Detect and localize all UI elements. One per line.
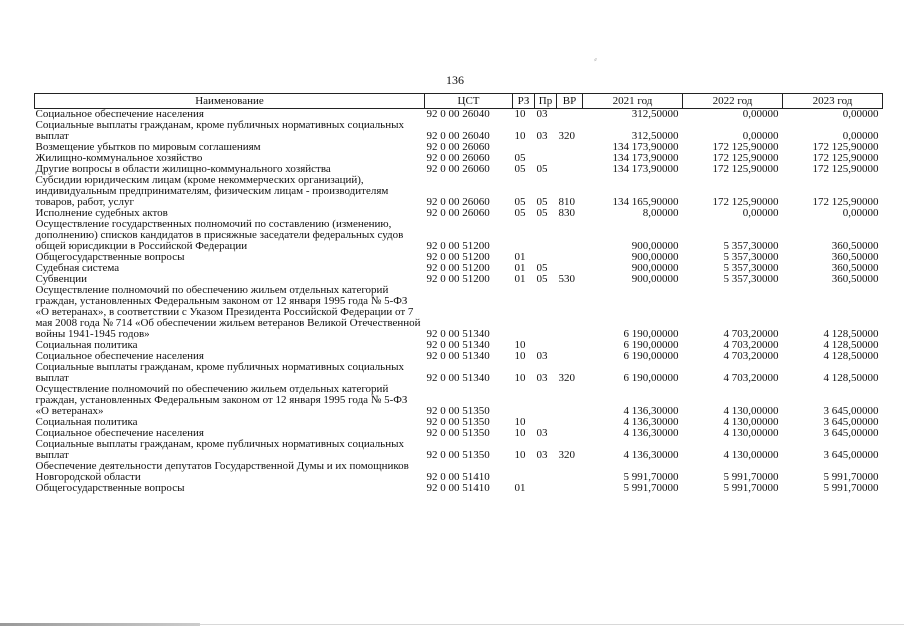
cell-name: Осуществление полномочий по обеспечению жильем отдельных категорий граждан, установленных Федеральным законом от 12 января 1995 года № 5-ФЗ «О ветеранах», в соответствии с Указом Президента Российской Федерации от 7 мая 2008 года № 714 «Об обеспечении жильем ветеранов Великой Отечественной войны 1941-1945 годов» bbox=[35, 284, 421, 340]
cell-rz: 05 bbox=[514, 207, 526, 219]
cell-cst: 92 0 00 51200 bbox=[426, 262, 490, 274]
cell-2021: 6 190,00000 bbox=[623, 328, 679, 340]
cell-cst: 92 0 00 26060 bbox=[426, 152, 490, 164]
cell-vr bbox=[557, 417, 583, 428]
cell-2021: 4 136,30000 bbox=[623, 449, 679, 461]
cell-cst: 92 0 00 51200 bbox=[426, 251, 490, 263]
cell-vr: 810 bbox=[558, 196, 575, 208]
cell-2022: 5 991,70000 bbox=[723, 482, 779, 494]
header-2021: 2021 год bbox=[583, 94, 683, 109]
cell-pr bbox=[535, 384, 557, 417]
cell-2022: 172 125,90000 bbox=[712, 196, 779, 208]
cell-vr bbox=[557, 483, 583, 494]
cell-name: Осуществление государственных полномочий по составлению (изменению, дополнению) списков кандидатов в присяжные заседатели федеральных судов общей юрисдикции в Российской Федерации bbox=[35, 218, 404, 252]
cell-2023: 5 991,70000 bbox=[823, 471, 879, 483]
cell-2022: 4 703,20000 bbox=[723, 372, 779, 384]
cell-rz: 10 bbox=[514, 130, 526, 142]
cell-2021: 900,00000 bbox=[631, 262, 679, 274]
cell-name: Социальные выплаты гражданам, кроме публичных нормативных социальных выплат bbox=[35, 361, 404, 384]
cell-2023: 360,50000 bbox=[831, 262, 879, 274]
cell-2023: 172 125,90000 bbox=[812, 152, 879, 164]
scan-edge-line bbox=[200, 624, 904, 625]
cell-2021: 4 136,30000 bbox=[623, 405, 679, 417]
cell-pr: 03 bbox=[536, 449, 548, 461]
cell-2022: 4 130,00000 bbox=[723, 416, 779, 428]
table-header-row bbox=[35, 94, 883, 109]
cell-name: Судебная система bbox=[35, 262, 120, 274]
cell-name: Субвенции bbox=[35, 273, 88, 285]
cell-2021: 6 190,00000 bbox=[623, 350, 679, 362]
cell-cst: 92 0 00 51340 bbox=[426, 350, 490, 362]
cell-name: Другие вопросы в области жилищно-коммунального хозяйства bbox=[35, 163, 331, 175]
table-body bbox=[35, 109, 883, 495]
cell-name: Общегосударственные вопросы bbox=[35, 251, 185, 263]
cell-cst: 92 0 00 26060 bbox=[426, 163, 490, 175]
cell-rz: 10 bbox=[514, 449, 526, 461]
cell-rz bbox=[513, 285, 535, 340]
cell-2021: 4 136,30000 bbox=[623, 416, 679, 428]
cell-2021: 134 173,90000 bbox=[612, 152, 679, 164]
cell-2023: 360,50000 bbox=[831, 273, 879, 285]
cell-pr: 05 bbox=[536, 207, 548, 219]
cell-vr: 320 bbox=[558, 130, 575, 142]
cell-rz: 01 bbox=[514, 251, 526, 263]
cell-2023: 4 128,50000 bbox=[823, 339, 879, 351]
cell-2021: 6 190,00000 bbox=[623, 339, 679, 351]
cell-2021: 5 991,70000 bbox=[623, 482, 679, 494]
cell-2021: 134 173,90000 bbox=[612, 163, 679, 175]
cell-2021: 900,00000 bbox=[631, 273, 679, 285]
cell-2022: 5 357,30000 bbox=[723, 273, 779, 285]
cell-2021: 134 173,90000 bbox=[612, 141, 679, 153]
cell-2022: 4 130,00000 bbox=[723, 449, 779, 461]
cell-name: Жилищно-коммунальное хозяйство bbox=[35, 152, 203, 164]
cell-2022: 172 125,90000 bbox=[712, 163, 779, 175]
scan-edge-shadow bbox=[0, 623, 200, 626]
cell-rz: 01 bbox=[514, 262, 526, 274]
cell-name: Социальное обеспечение населения bbox=[35, 108, 204, 120]
cell-cst: 92 0 00 51200 bbox=[426, 240, 490, 252]
cell-cst: 92 0 00 51200 bbox=[426, 273, 490, 285]
cell-cst: 92 0 00 26060 bbox=[426, 196, 490, 208]
cell-2022: 172 125,90000 bbox=[712, 141, 779, 153]
cell-name: Обеспечение деятельности депутатов Государственной Думы и их помощников Новгородской области bbox=[35, 460, 409, 483]
cell-name: Осуществление полномочий по обеспечению жильем отдельных категорий граждан, установленных Федеральным законом от 12 января 1995 года № 5-ФЗ «О ветеранах» bbox=[35, 383, 408, 417]
cell-2023: 4 128,50000 bbox=[823, 328, 879, 340]
cell-2022: 4 130,00000 bbox=[723, 405, 779, 417]
cell-pr: 03 bbox=[536, 130, 548, 142]
cell-cst: 92 0 00 51410 bbox=[426, 482, 490, 494]
cell-rz: 10 bbox=[514, 108, 526, 120]
table-row bbox=[35, 219, 883, 252]
table-row bbox=[35, 461, 883, 483]
cell-pr: 05 bbox=[536, 163, 548, 175]
header-2022: 2022 год bbox=[683, 94, 783, 109]
cell-pr bbox=[535, 219, 557, 252]
cell-2021: 900,00000 bbox=[631, 240, 679, 252]
cell-vr bbox=[557, 164, 583, 175]
cell-2023: 172 125,90000 bbox=[812, 196, 879, 208]
cell-2023: 3 645,00000 bbox=[823, 449, 879, 461]
cell-2021: 900,00000 bbox=[631, 251, 679, 263]
cell-pr bbox=[535, 142, 557, 153]
cell-2022: 172 125,90000 bbox=[712, 152, 779, 164]
table-row bbox=[35, 120, 883, 142]
cell-2021: 4 136,30000 bbox=[623, 427, 679, 439]
cell-vr bbox=[557, 153, 583, 164]
cell-rz: 01 bbox=[514, 482, 526, 494]
cell-2021: 134 165,90000 bbox=[612, 196, 679, 208]
cell-cst: 92 0 00 51350 bbox=[426, 449, 490, 461]
cell-pr: 03 bbox=[536, 350, 548, 362]
cell-cst: 92 0 00 51350 bbox=[426, 405, 490, 417]
table-row bbox=[35, 384, 883, 417]
table-row bbox=[35, 285, 883, 340]
scan-speck: ⸗ bbox=[594, 54, 597, 64]
cell-cst: 92 0 00 26060 bbox=[426, 207, 490, 219]
cell-name: Социальная политика bbox=[35, 416, 138, 428]
cell-2023: 5 991,70000 bbox=[823, 482, 879, 494]
cell-2022: 4 703,20000 bbox=[723, 328, 779, 340]
cell-2023: 0,00000 bbox=[842, 207, 879, 219]
cell-2022: 0,00000 bbox=[742, 207, 779, 219]
cell-2023: 3 645,00000 bbox=[823, 416, 879, 428]
header-pr: Пр bbox=[535, 94, 557, 109]
cell-rz: 01 bbox=[514, 273, 526, 285]
cell-2022: 4 703,20000 bbox=[723, 339, 779, 351]
cell-rz bbox=[513, 219, 535, 252]
header-cst: ЦСТ bbox=[425, 94, 513, 109]
cell-vr bbox=[557, 142, 583, 153]
cell-vr bbox=[557, 351, 583, 362]
cell-pr bbox=[535, 461, 557, 483]
cell-2023: 4 128,50000 bbox=[823, 372, 879, 384]
budget-table bbox=[34, 93, 883, 494]
cell-vr: 320 bbox=[558, 372, 575, 384]
cell-2021: 8,00000 bbox=[642, 207, 679, 219]
cell-rz: 10 bbox=[514, 350, 526, 362]
cell-name: Возмещение убытков по мировым соглашениям bbox=[35, 141, 261, 153]
cell-2022: 4 703,20000 bbox=[723, 350, 779, 362]
cell-rz: 05 bbox=[514, 163, 526, 175]
header-name: Наименование bbox=[35, 94, 425, 109]
cell-vr bbox=[557, 252, 583, 263]
cell-rz: 05 bbox=[514, 152, 526, 164]
cell-2021: 5 991,70000 bbox=[623, 471, 679, 483]
cell-2023: 0,00000 bbox=[842, 130, 879, 142]
cell-cst: 92 0 00 51340 bbox=[426, 372, 490, 384]
cell-2021: 312,50000 bbox=[631, 130, 679, 142]
cell-2023: 3 645,00000 bbox=[823, 427, 879, 439]
cell-cst: 92 0 00 51340 bbox=[426, 328, 490, 340]
cell-vr: 830 bbox=[558, 207, 575, 219]
cell-2023: 360,50000 bbox=[831, 240, 879, 252]
cell-vr bbox=[557, 461, 583, 483]
cell-2022: 5 991,70000 bbox=[723, 471, 779, 483]
cell-2023: 0,00000 bbox=[842, 108, 879, 120]
cell-vr bbox=[557, 285, 583, 340]
budget-table-container bbox=[34, 93, 882, 494]
header-vr: ВР bbox=[557, 94, 583, 109]
cell-name: Социальные выплаты гражданам, кроме публичных нормативных социальных выплат bbox=[35, 438, 404, 461]
page-number: 136 bbox=[446, 73, 464, 87]
cell-name: Социальные выплаты гражданам, кроме публичных нормативных социальных выплат bbox=[35, 119, 404, 142]
cell-vr: 320 bbox=[558, 449, 575, 461]
cell-pr: 05 bbox=[536, 262, 548, 274]
cell-2022: 5 357,30000 bbox=[723, 262, 779, 274]
cell-cst: 92 0 00 51350 bbox=[426, 416, 490, 428]
table-row bbox=[35, 362, 883, 384]
cell-pr bbox=[535, 483, 557, 494]
cell-2021: 312,50000 bbox=[631, 108, 679, 120]
cell-rz bbox=[513, 384, 535, 417]
cell-pr: 03 bbox=[536, 427, 548, 439]
header-2023: 2023 год bbox=[783, 94, 883, 109]
cell-2022: 5 357,30000 bbox=[723, 251, 779, 263]
cell-2022: 0,00000 bbox=[742, 130, 779, 142]
cell-vr bbox=[557, 109, 583, 121]
cell-2021: 6 190,00000 bbox=[623, 372, 679, 384]
cell-cst: 92 0 00 26040 bbox=[426, 108, 490, 120]
table-row bbox=[35, 175, 883, 208]
cell-pr: 03 bbox=[536, 108, 548, 120]
cell-2023: 172 125,90000 bbox=[812, 141, 879, 153]
cell-cst: 92 0 00 51350 bbox=[426, 427, 490, 439]
cell-cst: 92 0 00 51340 bbox=[426, 339, 490, 351]
cell-pr bbox=[535, 285, 557, 340]
cell-2023: 4 128,50000 bbox=[823, 350, 879, 362]
cell-cst: 92 0 00 26040 bbox=[426, 130, 490, 142]
cell-name: Социальное обеспечение населения bbox=[35, 350, 204, 362]
cell-vr bbox=[557, 428, 583, 439]
cell-name: Исполнение судебных актов bbox=[35, 207, 168, 219]
cell-vr: 530 bbox=[558, 273, 575, 285]
header-rz: РЗ bbox=[513, 94, 535, 109]
cell-cst: 92 0 00 51410 bbox=[426, 471, 490, 483]
cell-name: Субсидии юридическим лицам (кроме некоммерческих организаций), индивидуальным предпринимателям, физическим лицам - производителям товаров, работ, услуг bbox=[35, 174, 389, 208]
cell-pr: 05 bbox=[536, 196, 548, 208]
cell-2022: 0,00000 bbox=[742, 108, 779, 120]
cell-pr: 05 bbox=[536, 273, 548, 285]
cell-rz bbox=[513, 461, 535, 483]
cell-name: Общегосударственные вопросы bbox=[35, 482, 185, 494]
cell-rz: 10 bbox=[514, 339, 526, 351]
cell-rz: 10 bbox=[514, 427, 526, 439]
cell-rz: 10 bbox=[514, 372, 526, 384]
cell-2022: 5 357,30000 bbox=[723, 240, 779, 252]
cell-vr bbox=[557, 384, 583, 417]
cell-2023: 360,50000 bbox=[831, 251, 879, 263]
table-row bbox=[35, 439, 883, 461]
cell-2022: 4 130,00000 bbox=[723, 427, 779, 439]
cell-cst: 92 0 00 26060 bbox=[426, 141, 490, 153]
cell-name: Социальная политика bbox=[35, 339, 138, 351]
cell-vr bbox=[557, 340, 583, 351]
cell-name: Социальное обеспечение населения bbox=[35, 427, 204, 439]
cell-rz: 10 bbox=[514, 416, 526, 428]
cell-pr: 03 bbox=[536, 372, 548, 384]
cell-2023: 172 125,90000 bbox=[812, 163, 879, 175]
table-row bbox=[35, 483, 883, 494]
cell-2023: 3 645,00000 bbox=[823, 405, 879, 417]
cell-vr bbox=[557, 219, 583, 252]
cell-rz: 05 bbox=[514, 196, 526, 208]
